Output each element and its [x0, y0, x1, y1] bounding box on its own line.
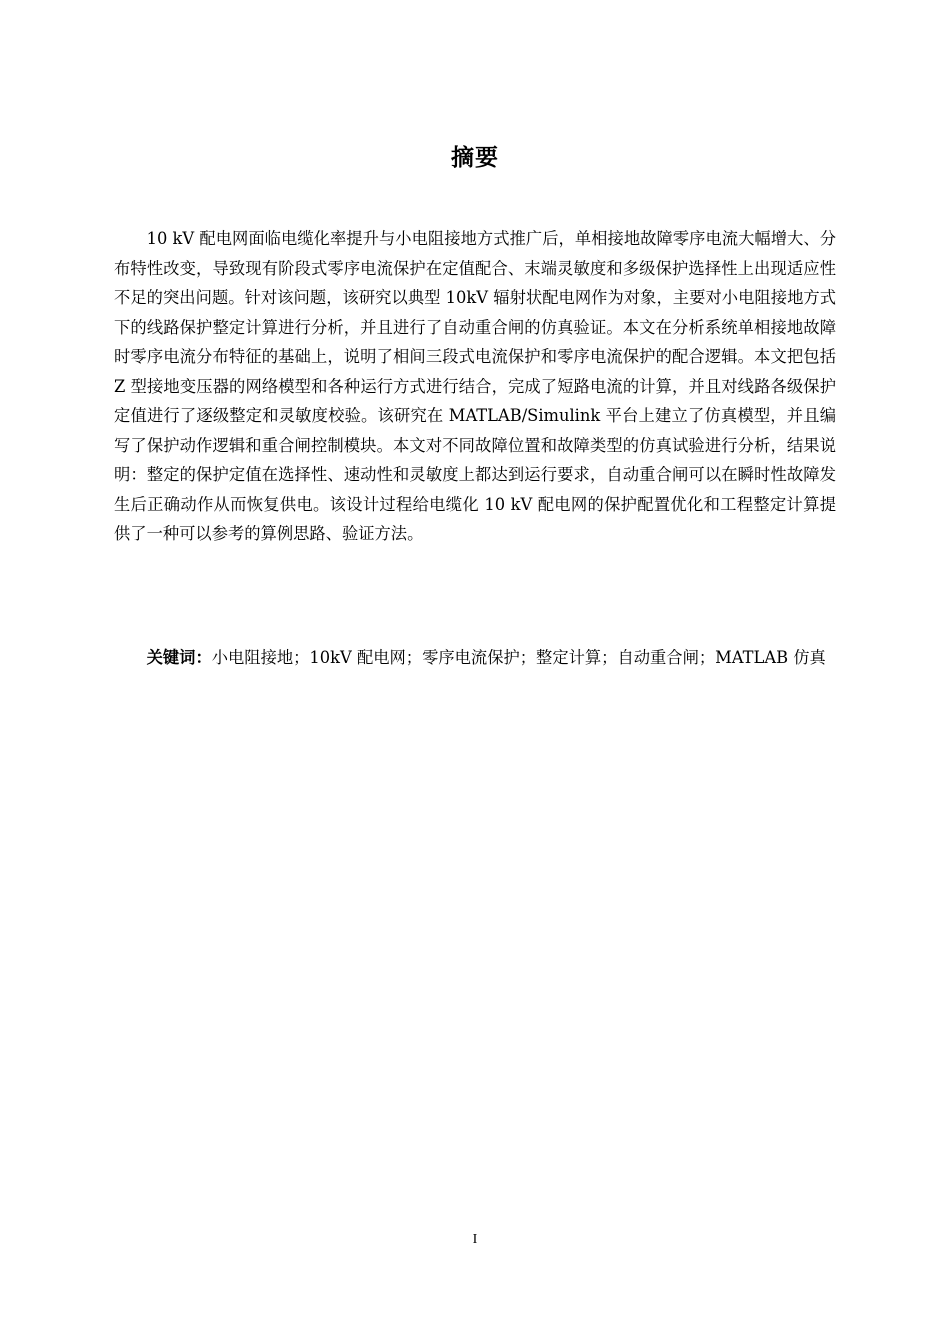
- page-number: I: [472, 1232, 478, 1247]
- keywords-text: 小电阻接地；10kV 配电网；零序电流保护；整定计算；自动重合闸；MATLAB 仿真: [211, 648, 826, 667]
- page-title: 摘要: [451, 145, 499, 171]
- keywords-line: [114, 643, 836, 673]
- keywords-label: 关键词：: [146, 648, 212, 667]
- abstract-paragraph: 10 kV 配电网面临电缆化率提升与小电阻接地方式推广后，单相接地故障零序电流大幅增大、分布特性改变，导致现有阶段式零序电流保护在定值配合、末端灵敏度和多级保护选择性上出现适应性不足的突出问题。针对该问题，该研究以典型 10kV 辐射状配电网作为对象，主要对小电阻接地方式下的线路保护整定计算进行分析，并且进行了自动重合闸的仿真验证。本文在分析系统单相接地故障时零序电流分布特征的基础上，说明了相间三段式电流保护和零序电流保护的配合逻辑。本文把包括 Z 型接地变压器的网络模型和各种运行方式进行结合，完成了短路电流的计算，并且对线路各级保护定值进行了逐级整定和灵敏度校验。该研究在 MATLAB/Simulink 平台上建立了仿真模型，并且编写了保护动作逻辑和重合闸控制模块。本文对不同故障位置和故障类型的仿真试验进行分析，结果说明：整定的保护定值在选择性、速动性和灵敏度上都达到运行要求，自动重合闸可以在瞬时性故障发生后正确动作从而恢复供电。该设计过程给电缆化 10 kV 配电网的保护配置优化和工程整定计算提供了一种可以参考的算例思路、验证方法。: [114, 229, 836, 543]
